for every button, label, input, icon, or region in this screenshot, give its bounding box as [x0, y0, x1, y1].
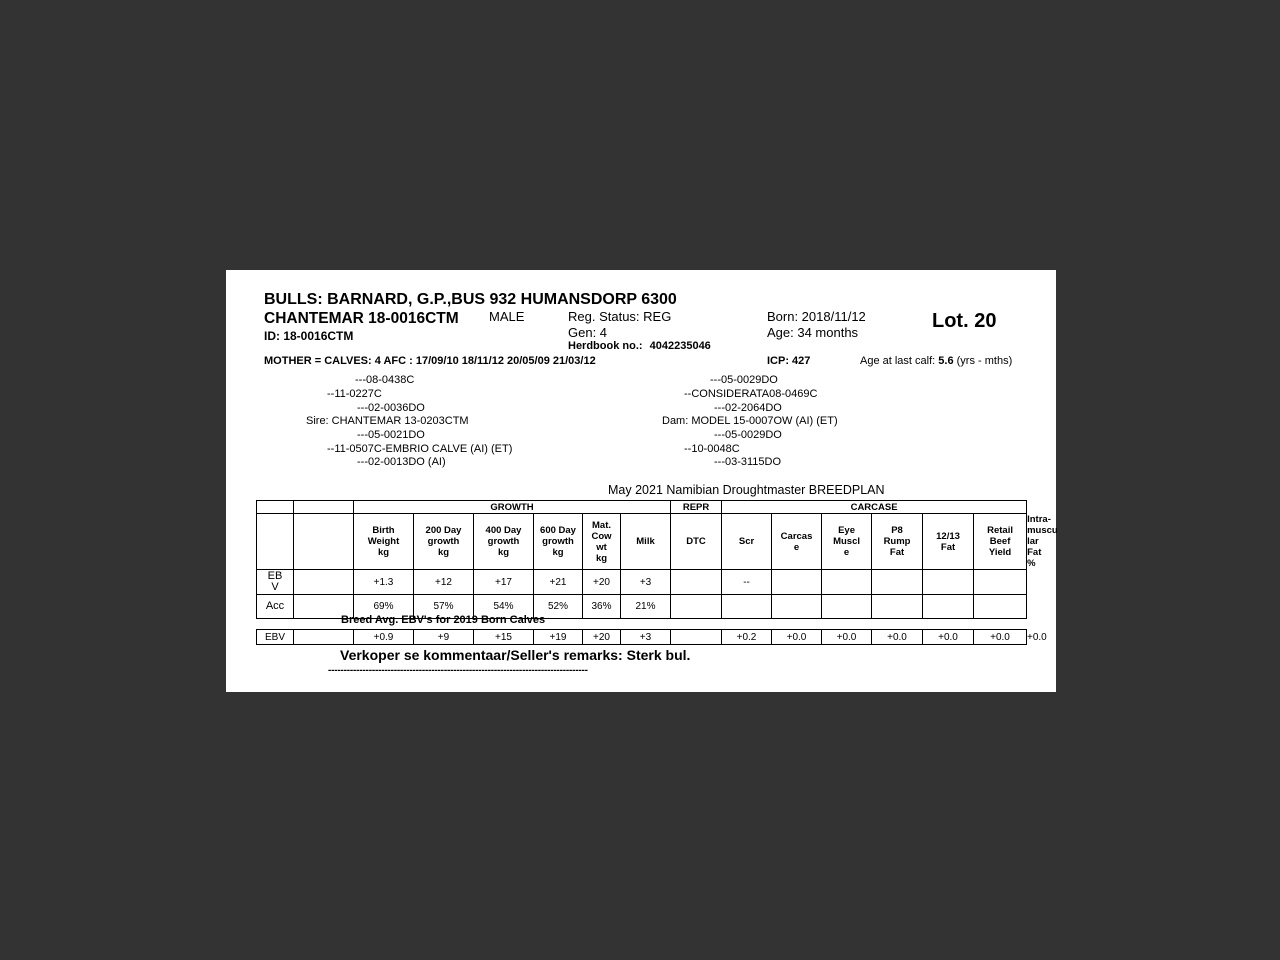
column-header-line: Rump: [883, 536, 911, 547]
animal-name: CHANTEMAR 18-0016CTM: [264, 310, 459, 327]
ebv-value: [923, 570, 974, 595]
column-header: [354, 514, 414, 570]
seller-title: BULLS: BARNARD, G.P.,BUS 932 HUMANSDORP 6300: [264, 291, 677, 308]
column-header-line: P8: [891, 525, 903, 536]
spacer-cell: [294, 514, 354, 570]
breed-avg-value: +0.0: [872, 630, 923, 645]
column-header-line: Mat.: [592, 519, 611, 531]
acc-value: [822, 595, 872, 619]
column-header: [772, 514, 822, 570]
lot-number: Lot. 20: [932, 310, 997, 332]
age: Age: 34 months: [767, 325, 859, 340]
column-header: [534, 514, 583, 570]
acc-value: [974, 595, 1027, 619]
breed-avg-value: +20: [583, 630, 621, 645]
column-header: [621, 514, 671, 570]
avg-label: EBV: [257, 630, 294, 645]
ebv-value: [772, 570, 822, 595]
column-header-line: Weight: [367, 536, 400, 547]
ebv-value: +12: [414, 570, 474, 595]
animal-card: [226, 270, 1056, 692]
column-header: [974, 514, 1027, 570]
ebv-value: +3: [621, 570, 671, 595]
column-header-line: kg: [595, 552, 608, 564]
acc-value: 21%: [621, 595, 671, 619]
group-growth: GROWTH: [354, 501, 671, 514]
column-header-line: Scr: [738, 536, 755, 547]
column-header: [474, 514, 534, 570]
column-header-line: e: [793, 541, 800, 553]
acc-value: 69%: [354, 595, 414, 619]
pedigree-dam-line: --CONSIDERATA08-0469C: [684, 388, 818, 400]
ebv-value: [872, 570, 923, 595]
ebv-value: +21: [534, 570, 583, 595]
pedigree-sire-line: --11-0227C: [327, 388, 382, 400]
column-header-line: kg: [377, 547, 390, 558]
seller-remarks: Verkoper se kommentaar/Seller's remarks: Sterk bul.: [340, 647, 691, 663]
pedigree-dam-line: ---02-2064DO: [714, 402, 782, 414]
sex-label: MALE: [489, 309, 525, 324]
acc-value: 57%: [414, 595, 474, 619]
pedigree-sire-line: --11-0507C-EMBRIO CALVE (AI) (ET): [327, 443, 513, 455]
group-carcase: CARCASE: [722, 501, 1027, 514]
column-header-line: 200 Day: [425, 525, 462, 536]
ebv-value: [822, 570, 872, 595]
ebv-value: +20: [583, 570, 621, 595]
pedigree-sire-line: ---08-0438C: [355, 374, 415, 386]
column-header: [822, 514, 872, 570]
column-header-line: %: [1027, 558, 1036, 569]
column-header: [923, 514, 974, 570]
column-header-line: Muscl: [833, 536, 860, 547]
pedigree-sire-line: ---02-0036DO: [357, 402, 425, 414]
remarks-dashes: -----------------------------------------------------------------------------------: [328, 665, 588, 676]
acc-value: [671, 595, 722, 619]
spacer-cell: [294, 570, 354, 595]
column-header-line: 400 Day: [485, 525, 522, 536]
column-header-line: Retail: [987, 525, 1013, 536]
breed-avg-title: Breed Avg. EBV's for 2019 Born Calves: [341, 614, 546, 626]
column-header-line: kg: [552, 547, 564, 558]
column-header-line: growth: [427, 536, 460, 547]
acc-value: 36%: [583, 595, 621, 619]
column-header-line: Intra-: [1027, 514, 1051, 525]
ebv-label-part: EB: [267, 570, 283, 582]
breed-avg-value: +3: [621, 630, 671, 645]
column-header-line: 12/13: [936, 530, 960, 542]
breed-avg-table: EBV +0.9 +9 +15 +19 +20 +3 +0.2 +0.0 +0.0 +0.0 +0.0 +0.0 +0.0: [256, 629, 1027, 645]
column-header-line: Birth: [372, 525, 395, 536]
pedigree-dam-line: ---03-3115DO: [714, 456, 782, 468]
header-empty: [257, 514, 294, 570]
ebv-table: [256, 500, 1058, 619]
acc-label: Acc: [257, 595, 294, 619]
group-repr: REPR: [671, 501, 722, 514]
breed-avg-value: +0.0: [923, 630, 974, 645]
column-header-line: growth: [487, 536, 520, 547]
column-header-line: Yield: [988, 547, 1012, 558]
column-header: [872, 514, 923, 570]
ebv-value: --: [722, 570, 772, 595]
column-header: [583, 514, 621, 570]
ebv-value: +1.3: [354, 570, 414, 595]
ebv-label-part: V: [271, 581, 279, 593]
born-date: Born: 2018/11/12: [767, 309, 866, 324]
herdbook-label: Herdbook no.:: [568, 340, 643, 352]
group-empty: [257, 501, 294, 514]
animal-id: ID: 18-0016CTM: [264, 329, 354, 343]
column-header-line: kg: [437, 547, 450, 558]
column-header-line: Fat: [889, 547, 905, 558]
acc-value: [722, 595, 772, 619]
ebv-value: +17: [474, 570, 534, 595]
age-last-calf: [860, 355, 1012, 367]
sire: Sire: CHANTEMAR 13-0203CTM: [306, 415, 469, 427]
mother-calves: MOTHER = CALVES: 4 AFC : 17/09/10 18/11/12 20/05/09 21/03/12: [264, 355, 596, 367]
spacer-cell: [294, 630, 354, 645]
column-header-line: lar Fat: [1027, 536, 1042, 558]
column-header-line: Fat: [940, 541, 956, 553]
pedigree-sire-line: ---02-0013DO (AI): [357, 456, 446, 468]
age-last-calf-unit: (yrs - mths): [956, 355, 1013, 367]
column-header-line: Beef: [989, 536, 1011, 547]
breed-avg-value: +0.9: [354, 630, 414, 645]
ebv-label: [257, 570, 294, 595]
acc-value: 52%: [534, 595, 583, 619]
column-header-line: Eye: [838, 525, 855, 536]
breed-avg-value: +0.0: [974, 630, 1027, 645]
acc-value: 54%: [474, 595, 534, 619]
column-header-line: wt: [596, 541, 607, 553]
pedigree-dam-line: ---05-0029DO: [710, 374, 778, 386]
column-header: [414, 514, 474, 570]
herdbook-value: 4042235046: [649, 340, 711, 352]
ebv-value: [974, 570, 1027, 595]
column-header-line: Carcas: [780, 530, 813, 542]
age-last-calf-label: Age at last calf:: [860, 355, 936, 367]
breed-avg-value: +0.0: [822, 630, 872, 645]
acc-value: [872, 595, 923, 619]
dam: Dam: MODEL 15-0007OW (AI) (ET): [662, 415, 838, 427]
generation: Gen: 4: [568, 325, 608, 340]
breed-avg-value: [671, 630, 722, 645]
acc-value: [923, 595, 974, 619]
pedigree-sire-line: ---05-0021DO: [357, 429, 425, 441]
pedigree-dam-line: ---05-0029DO: [714, 429, 782, 441]
breedplan-title: May 2021 Namibian Droughtmaster BREEDPLAN: [608, 483, 885, 497]
column-header: [671, 514, 722, 570]
pedigree-dam-line: --10-0048C: [684, 443, 740, 455]
column-header-line: 600 Day: [540, 525, 576, 536]
acc-value: [772, 595, 822, 619]
column-header-line: Cow: [591, 530, 612, 542]
column-header-line: muscu: [1027, 525, 1058, 536]
breed-avg-value: +9: [414, 630, 474, 645]
ebv-value: [671, 570, 722, 595]
column-header-line: kg: [497, 547, 510, 558]
group-empty: [294, 501, 354, 514]
column-header-line: e: [843, 547, 850, 558]
breed-avg-value: +19: [534, 630, 583, 645]
age-last-calf-value: 5.6: [938, 355, 954, 367]
column-header-line: growth: [542, 536, 574, 547]
column-header: [722, 514, 772, 570]
breed-avg-value: +15: [474, 630, 534, 645]
herdbook-number: [568, 340, 711, 352]
column-header-line: DTC: [686, 536, 706, 547]
breed-avg-value: +0.2: [722, 630, 772, 645]
breed-avg-value: +0.0: [772, 630, 822, 645]
reg-status: Reg. Status: REG: [568, 309, 672, 324]
column-header-line: Milk: [636, 536, 655, 547]
icp: ICP: 427: [767, 355, 811, 367]
